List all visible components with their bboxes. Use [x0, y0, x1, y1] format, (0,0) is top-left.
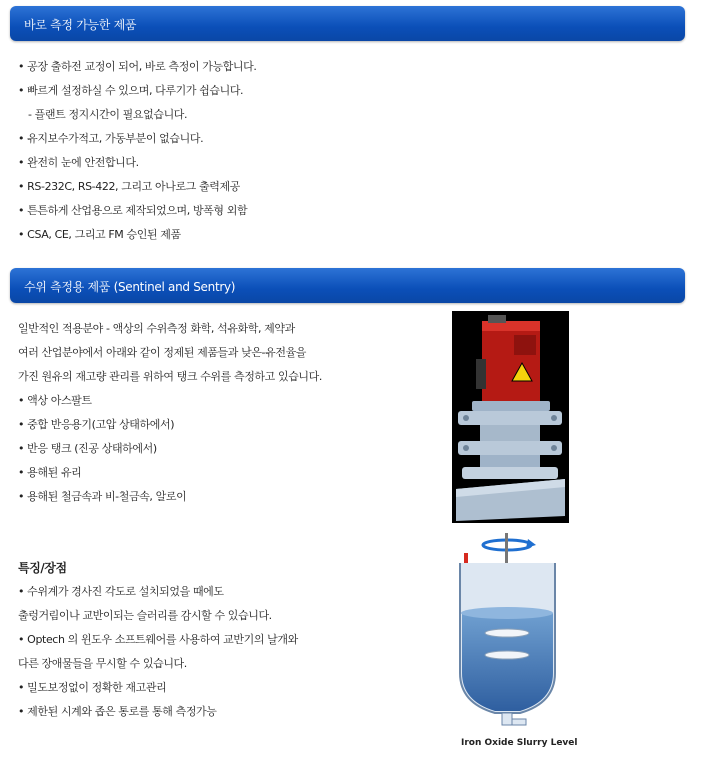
list-item: - 플랜트 정지시간이 필요없습니다.: [28, 108, 188, 121]
list-item: • CSA, CE, 그리고 FM 승인된 제품: [18, 228, 181, 241]
list-item: • 공장 출하전 교정이 되어, 바로 측정이 가능합니다.: [18, 60, 257, 73]
list-item: • RS-232C, RS-422, 그리고 아나로그 출력제공: [18, 180, 240, 193]
list-item: • 완전히 눈에 안전합니다.: [18, 156, 139, 169]
section-header-level-measurement: [10, 268, 685, 303]
image-caption: Iron Oxide Slurry Level: [461, 738, 578, 748]
list-item: • 유지보수가적고, 가동부분이 없습니다.: [18, 132, 204, 145]
section-title: 바로 측정 가능한 제품: [24, 18, 137, 32]
list-item: • 용해된 유리: [18, 466, 82, 479]
list-item: • 빠르게 설정하실 수 있으며, 다루기가 쉽습니다.: [18, 84, 244, 97]
paragraph-line: 일반적인 적용분야 - 액상의 수위측정 화학, 석유화학, 제약과: [18, 322, 295, 335]
list-item: • 밀도보정없이 정확한 재고관리: [18, 681, 167, 694]
list-item: • 용해된 철금속과 비-철금속, 알로이: [18, 490, 187, 503]
list-item: • 중합 반응용기(고압 상태하에서): [18, 418, 175, 431]
list-item: • 튼튼하게 산업용으로 제작되었으며, 방폭형 외함: [18, 204, 248, 217]
paragraph-line: 가진 원유의 재고량 관리를 위하여 탱크 수위를 측정하고 있습니다.: [18, 370, 322, 383]
slurry-tank-illustration: [450, 533, 580, 733]
list-item: • 수위계가 경사진 각도로 설치되었을 때에도: [18, 585, 224, 598]
list-item: • Optech 의 윈도우 소프트웨어를 사용하여 교반기의 날개와: [18, 633, 298, 646]
list-item: • 반응 탱크 (진공 상태하에서): [18, 442, 157, 455]
list-item: 다른 장애물들을 무시할 수 있습니다.: [18, 657, 187, 670]
section-title: 수위 측정용 제품 (Sentinel and Sentry): [24, 280, 236, 294]
list-item: • 액상 아스팔트: [18, 394, 92, 407]
sensor-product-image: [452, 311, 569, 523]
features-heading: 특징/장점: [18, 561, 67, 575]
paragraph-line: 여러 산업분야에서 아래와 같이 정제된 제품들과 낮은-유전율을: [18, 346, 307, 359]
section-header-ready-to-measure: [10, 6, 685, 41]
list-item: 출렁거림이나 교반이되는 슬러리를 감시할 수 있습니다.: [18, 609, 272, 622]
list-item: • 제한된 시계와 좁은 통로를 통해 측정가능: [18, 705, 217, 718]
